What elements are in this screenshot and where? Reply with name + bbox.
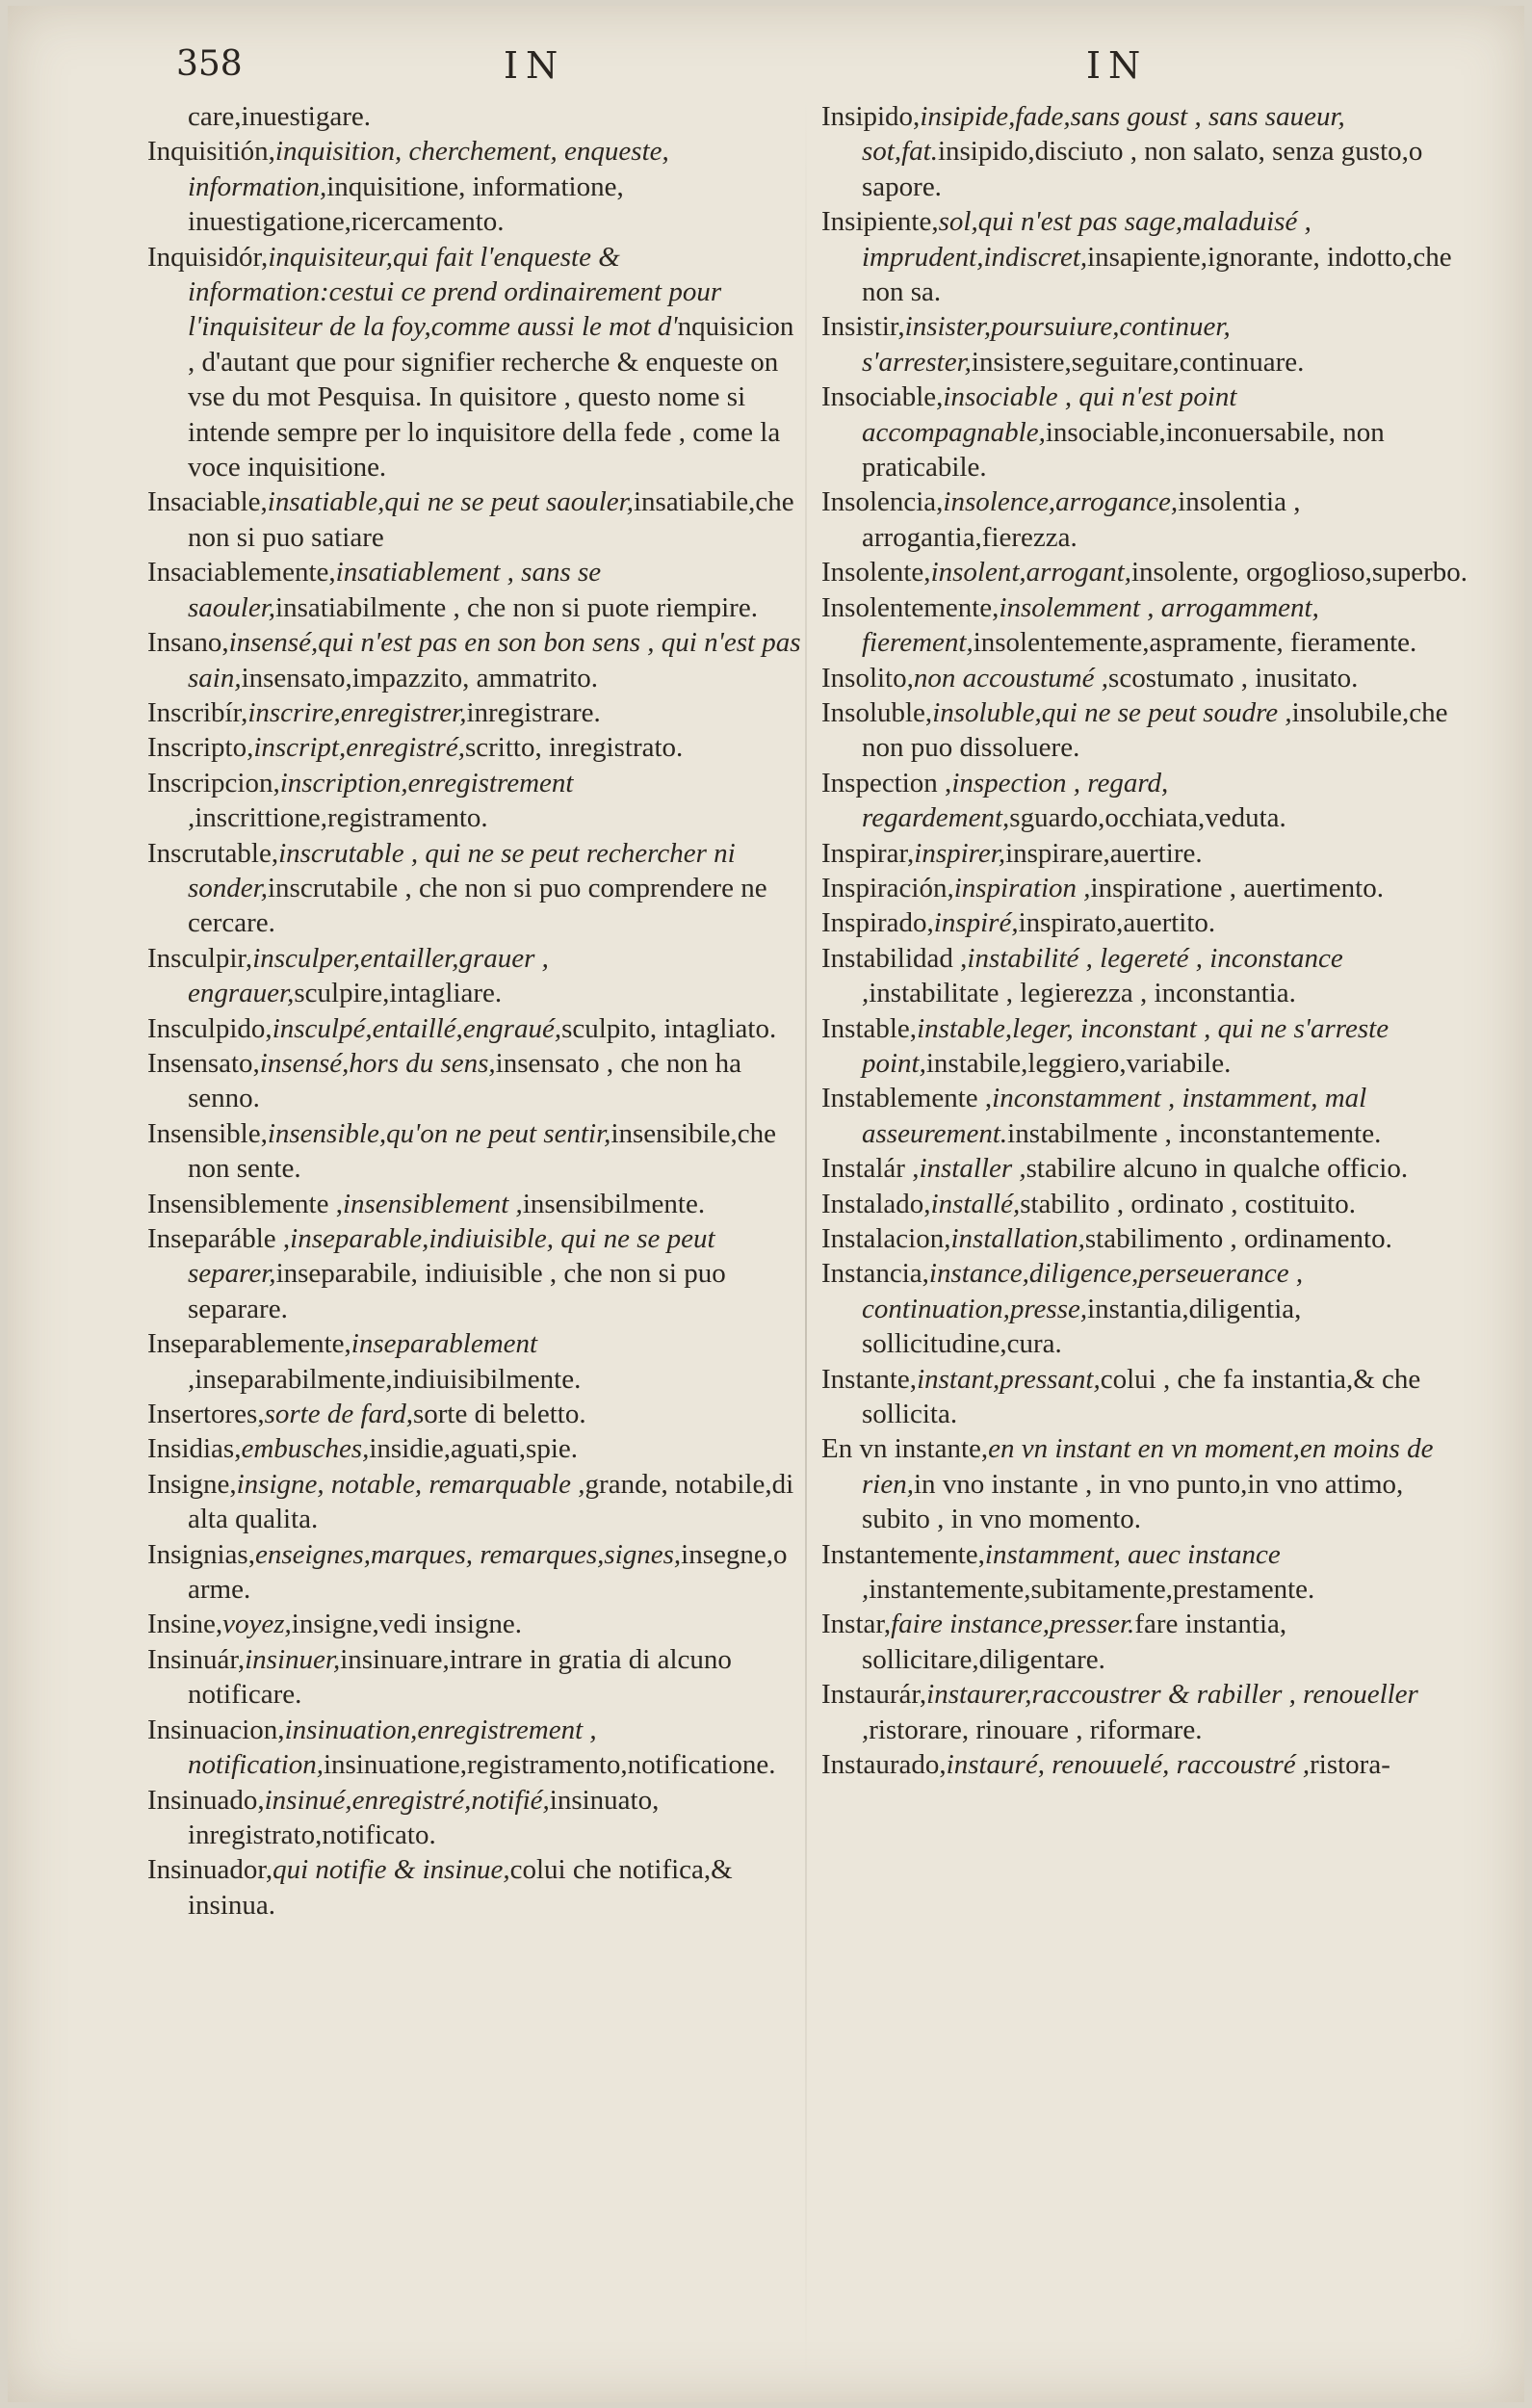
entry-italian-gloss: colui , che fa instantia,& che sollicita. — [862, 1363, 1421, 1430]
entry-headword: Insensiblemente , — [147, 1188, 343, 1219]
dictionary-entry — [821, 1362, 1476, 1432]
dictionary-entry — [821, 836, 1476, 871]
entry-italian-gloss: stabilire alcuno in qualche officio. — [1026, 1153, 1409, 1185]
entry-french-gloss: installé, — [930, 1188, 1021, 1219]
entry-italian-gloss: care,inuestigare. — [188, 101, 372, 132]
entry-italian-gloss: insidie,aguati,spie. — [369, 1433, 579, 1465]
entry-italian-gloss: insipido,disciuto , non salato, senza gusto,o sapore. — [862, 136, 1423, 202]
entry-headword: Inspirado, — [821, 907, 934, 939]
entry-french-gloss: inscription,enregistrement , — [188, 767, 574, 834]
entry-headword: Instalacion, — [821, 1223, 951, 1254]
entry-italian-gloss: insistere,seguitare,continuare. — [971, 346, 1305, 378]
page-header — [8, 44, 1524, 102]
dictionary-entry — [821, 309, 1476, 380]
entry-french-gloss: qui notifie & insinue, — [273, 1854, 510, 1886]
dictionary-entry — [821, 484, 1476, 555]
dictionary-entry — [821, 661, 1476, 695]
dictionary-entry — [147, 1046, 802, 1116]
running-head-left: IN — [504, 44, 566, 87]
dictionary-entry — [821, 1151, 1476, 1186]
dictionary-entry — [821, 1081, 1476, 1151]
entry-italian-gloss: sguardo,occhiata,veduta. — [1009, 802, 1286, 834]
dictionary-entry — [147, 730, 802, 765]
dictionary-entry — [147, 1467, 802, 1537]
entry-french-gloss: inquisiteur,qui fait l'enqueste & information:cestui ce prend ordinairement pour l'inquisiteur de la foy,comme aussi le mot d' — [188, 241, 722, 343]
entry-french-gloss: insensiblement , — [342, 1188, 523, 1219]
dictionary-entry — [821, 380, 1476, 484]
entry-italian-gloss: instabile,leggiero,variabile. — [925, 1047, 1232, 1079]
entry-italian-gloss: in vno instante , in vno punto,in vno attimo, subito , in vno momento. — [862, 1468, 1404, 1535]
entry-french-gloss: insculper,entailler,grauer , engrauer, — [188, 942, 549, 1009]
entry-italian-gloss: sculpire,intagliare. — [294, 978, 503, 1009]
entry-headword: Instaurár, — [821, 1679, 927, 1711]
entry-headword: Insculpir, — [147, 942, 253, 974]
entry-headword: Insertores, — [147, 1399, 265, 1430]
entry-french-gloss: inscrire,enregistrer, — [247, 696, 467, 728]
dictionary-entry — [147, 766, 802, 836]
entry-headword: Insipido, — [821, 101, 921, 132]
dictionary-entry — [821, 905, 1476, 940]
dictionary-entry — [147, 484, 802, 555]
entry-italian-gloss: scritto, inregistrato. — [464, 732, 684, 764]
entry-italian-gloss: grande, notabile,di alta qualita. — [188, 1468, 794, 1535]
entry-french-gloss: faire instance,presser. — [891, 1609, 1135, 1640]
entry-french-gloss: insoluble,qui ne se peut soudre , — [932, 696, 1292, 728]
dictionary-entry — [147, 1607, 802, 1641]
entry-french-gloss: inscript,enregistré, — [253, 732, 465, 764]
dictionary-entry — [147, 99, 802, 134]
running-head-right: IN — [1086, 44, 1149, 87]
entry-french-gloss: insolemment , arrogamment, fierement, — [862, 591, 1319, 659]
entry-italian-gloss: stabilito , ordinato , costituito. — [1020, 1188, 1356, 1219]
dictionary-entry — [147, 1713, 802, 1783]
entry-french-gloss: instant,pressant, — [917, 1363, 1101, 1395]
dictionary-entry — [147, 555, 802, 625]
entry-headword: Inscripcion, — [147, 767, 280, 798]
dictionary-entry — [147, 1011, 802, 1046]
entry-headword: Insignias, — [147, 1538, 255, 1570]
dictionary-entry — [821, 766, 1476, 836]
entry-french-gloss: inspirer, — [914, 837, 1006, 869]
entry-french-gloss: installer , — [919, 1153, 1026, 1185]
entry-italian-gloss: fare instantia, sollicitare,diligentare. — [862, 1609, 1287, 1675]
entry-headword: Inspection , — [821, 767, 952, 798]
dictionary-entry — [147, 1187, 802, 1221]
entry-italian-gloss: inscrutabile , che non si puo comprendere ne cercare. — [188, 872, 767, 939]
entry-french-gloss: insatiablement , sans se saouler, — [188, 557, 602, 623]
entry-headword: Inquisitión, — [147, 136, 275, 168]
entry-italian-gloss: colui che notifica,& insinua. — [188, 1854, 733, 1921]
entry-italian-gloss: insociable,inconuersabile, non praticabile. — [862, 416, 1385, 484]
entry-french-gloss: sorte de fard, — [264, 1399, 413, 1430]
entry-italian-gloss: insolentemente,aspramente, fieramente. — [973, 627, 1417, 659]
dictionary-entry — [821, 1187, 1476, 1221]
entry-french-gloss: inspection , regard, regardement, — [862, 767, 1169, 834]
entry-french-gloss: instabilité , legereté , inconstance , — [862, 942, 1343, 1009]
entry-headword: Insaciablemente, — [147, 557, 336, 589]
entry-french-gloss: embusches, — [241, 1433, 370, 1465]
entry-italian-gloss: instabilmente , inconstantemente. — [1007, 1117, 1382, 1149]
dictionary-entry — [821, 1747, 1476, 1782]
entry-italian-gloss: insegne,o arme. — [188, 1538, 788, 1606]
entry-italian-gloss: inregistrare. — [466, 696, 601, 728]
entry-headword: Instable, — [821, 1012, 918, 1044]
dictionary-entry — [147, 1221, 802, 1326]
entry-french-gloss: non accoustumé , — [913, 662, 1109, 694]
entry-headword: Inseparáble , — [147, 1223, 291, 1254]
entry-headword: Insolente, — [821, 557, 931, 589]
dictionary-entry — [147, 695, 802, 730]
entry-headword: Insensible, — [147, 1117, 268, 1149]
entry-headword: Insinuár, — [147, 1643, 246, 1675]
entry-headword: Instabilidad , — [821, 942, 968, 974]
dictionary-entry — [147, 134, 802, 239]
entry-headword: Instalado, — [821, 1188, 931, 1219]
dictionary-entry — [821, 1431, 1476, 1536]
entry-french-gloss: instauré, renouuelé, raccoustré , — [946, 1749, 1311, 1781]
entry-italian-gloss: nquisicion , d'autant que pour signifier recherche & enqueste on vse du mot Pesquisa. In quisitore , questo nome si intende sempre per lo inquisitore della fede , come la voce inquisitione. — [188, 311, 794, 484]
entry-french-gloss: inconstamment , instamment, mal asseurement. — [862, 1083, 1367, 1149]
dictionary-entry — [821, 871, 1476, 905]
entry-italian-gloss: insinuatione,registramento,notificatione. — [323, 1749, 776, 1781]
entry-italian-gloss: insolente, orgoglioso,superbo. — [1130, 557, 1468, 589]
entry-italian-gloss: insinuare,intrare in gratia di alcuno notificare. — [188, 1643, 732, 1711]
entry-french-gloss: instaurer,raccoustrer & rabiller , renoueller , — [862, 1679, 1418, 1745]
entry-french-gloss: instable,leger, inconstant , qui ne s'arreste point, — [862, 1012, 1389, 1079]
dictionary-entry — [147, 1852, 802, 1923]
entry-italian-gloss: inspiratione , auertimento. — [1090, 872, 1384, 903]
entry-italian-gloss: inscrittione,registramento. — [195, 802, 488, 834]
entry-italian-gloss: insolentia , arrogantia,fierezza. — [862, 486, 1301, 553]
entry-italian-gloss: inspirato,auertito. — [1018, 907, 1216, 939]
entry-headword: Insoluble, — [821, 696, 933, 728]
dictionary-entry — [147, 836, 802, 941]
entry-french-gloss: insensé,hors du sens, — [259, 1047, 496, 1079]
dictionary-entry — [147, 625, 802, 695]
entry-headword: Inquisidór, — [147, 241, 269, 273]
entry-headword: Instablemente , — [821, 1083, 993, 1114]
right-column — [821, 99, 1476, 1783]
entry-headword: En vn instante, — [821, 1433, 989, 1465]
entry-italian-gloss: instantia,diligentia, sollicitudine,cura. — [862, 1293, 1302, 1360]
entry-headword: Instaurado, — [821, 1749, 947, 1781]
entry-french-gloss: instamment, auec instance , — [862, 1538, 1281, 1606]
entry-headword: Insolentemente, — [821, 591, 1000, 623]
entry-headword: Insidias, — [147, 1433, 242, 1465]
entry-headword: Insociable, — [821, 381, 944, 413]
entry-headword: Insolito, — [821, 662, 914, 694]
entry-italian-gloss: insapiente,ignorante, indotto,che non sa. — [862, 241, 1452, 308]
entry-headword: Instalár , — [821, 1153, 920, 1185]
entry-french-gloss: inspiré, — [933, 907, 1019, 939]
entry-italian-gloss: insensibilmente. — [522, 1188, 706, 1219]
entry-french-gloss: insensible,qu'on ne peut sentir, — [267, 1117, 611, 1149]
dictionary-page — [8, 6, 1524, 2402]
entry-headword: Instante, — [821, 1363, 918, 1395]
entry-italian-gloss: instabilitate , legierezza , inconstantia. — [869, 978, 1296, 1009]
entry-headword: Insistir, — [821, 311, 905, 343]
entry-french-gloss: inseparable,indiuisible, qui ne se peut separer, — [188, 1223, 715, 1290]
dictionary-entry — [821, 555, 1476, 589]
entry-headword: Inscripto, — [147, 732, 254, 764]
entry-headword: Insaciable, — [147, 486, 268, 518]
entry-italian-gloss: scostumato , inusitato. — [1108, 662, 1359, 694]
dictionary-entry — [821, 1221, 1476, 1256]
entry-french-gloss: inspiration , — [953, 872, 1091, 903]
left-column — [147, 99, 802, 1923]
entry-french-gloss: insinuer, — [245, 1643, 341, 1675]
dictionary-entry — [821, 1256, 1476, 1361]
entry-french-gloss: insensé,qui n'est pas en son bon sens , qui n'est pas sain, — [188, 627, 801, 694]
entry-italian-gloss: insinuato, inregistrato,notificato. — [188, 1784, 660, 1850]
entry-french-gloss: sol,qui n'est pas sage,maladuisé , imprudent,indiscret, — [862, 206, 1311, 273]
entry-italian-gloss: ristora- — [1310, 1749, 1390, 1781]
entry-headword: Insano, — [147, 627, 229, 659]
entry-italian-gloss: sculpito, intagliato. — [561, 1012, 777, 1044]
entry-italian-gloss: sorte di beletto. — [412, 1399, 586, 1430]
entry-italian-gloss: insatiabile,che non si puo satiare — [188, 486, 794, 553]
entry-headword: Insigne, — [147, 1468, 237, 1500]
entry-french-gloss: insatiable,qui ne se peut saouler, — [267, 486, 634, 518]
entry-headword: Insensato, — [147, 1047, 260, 1079]
entry-italian-gloss: insigne,vedi insigne. — [291, 1609, 523, 1640]
entry-french-gloss: insister,poursuiure,continuer, s'arrester, — [862, 311, 1231, 378]
entry-french-gloss: inseparablement , — [188, 1328, 538, 1395]
entry-headword: Insipiente, — [821, 206, 939, 238]
column-divider — [805, 92, 807, 2385]
entry-italian-gloss: insensato , che non ha senno. — [188, 1047, 741, 1114]
entry-italian-gloss: insatiabilmente , che non si puote riempire. — [275, 591, 758, 623]
dictionary-entry — [147, 1537, 802, 1608]
entry-headword: Instar, — [821, 1609, 892, 1640]
entry-headword: Insinuacion, — [147, 1714, 285, 1745]
entry-french-gloss: enseignes,marques, remarques,signes, — [254, 1538, 682, 1570]
entry-italian-gloss: insensato,impazzito, ammatrito. — [241, 662, 599, 694]
dictionary-entry — [821, 695, 1476, 766]
entry-italian-gloss: inspirare,auertire. — [1005, 837, 1203, 869]
entry-headword: Inscribír, — [147, 696, 248, 728]
entry-french-gloss: en vn instant en vn moment,en moins de rien, — [862, 1433, 1434, 1500]
dictionary-entry — [821, 204, 1476, 309]
entry-headword: Inspiración, — [821, 872, 954, 903]
dictionary-entry — [147, 1116, 802, 1187]
dictionary-entry — [147, 941, 802, 1011]
dictionary-entry — [821, 1011, 1476, 1082]
entry-french-gloss: voyez, — [222, 1609, 292, 1640]
entry-headword: Insinuado, — [147, 1784, 265, 1816]
entry-french-gloss: insipide,fade,sans goust , sans saueur, sot,fat. — [862, 101, 1345, 168]
entry-french-gloss: insolence,arrogance, — [943, 486, 1179, 518]
entry-french-gloss: inscrutable , qui ne se peut rechercher ni sonder, — [188, 837, 736, 903]
entry-headword: Inspirar, — [821, 837, 915, 869]
entry-headword: Insolencia, — [821, 486, 944, 518]
dictionary-entry — [147, 1431, 802, 1466]
entry-headword: Insculpido, — [147, 1012, 273, 1044]
entry-french-gloss: installation, — [950, 1223, 1085, 1254]
entry-french-gloss: insculpé,entaillé,engraué, — [272, 1012, 562, 1044]
entry-headword: Insinuador, — [147, 1854, 273, 1886]
entry-french-gloss: inquisition, cherchement, enqueste, information, — [188, 136, 669, 202]
dictionary-entry — [821, 1607, 1476, 1677]
dictionary-entry — [147, 1783, 802, 1853]
dictionary-entry — [821, 941, 1476, 1011]
entry-italian-gloss: instantemente,subitamente,prestamente. — [869, 1574, 1315, 1606]
entry-italian-gloss: inquisitione, informatione, inuestigatione,ricercamento. — [188, 170, 624, 238]
entry-french-gloss: insigne, notable, remarquable , — [236, 1468, 585, 1500]
dictionary-entry — [821, 1677, 1476, 1747]
entry-headword: Inseparablemente, — [147, 1328, 351, 1360]
entry-french-gloss: insolent,arrogant, — [930, 557, 1131, 589]
entry-italian-gloss: insensibile,che non sente. — [188, 1117, 776, 1185]
entry-italian-gloss: ristorare, rinouare , riformare. — [869, 1714, 1203, 1745]
page-number: 358 — [176, 44, 243, 84]
entry-headword: Instancia, — [821, 1258, 929, 1290]
dictionary-entry — [821, 1537, 1476, 1608]
entry-french-gloss: instance,diligence,perseuerance , continuation,presse, — [862, 1258, 1304, 1324]
entry-italian-gloss: insolubile,che non puo dissoluere. — [862, 696, 1448, 764]
entry-french-gloss: insinuation,enregistrement , notification, — [188, 1714, 597, 1781]
entry-headword: Insine, — [147, 1609, 223, 1640]
entry-headword: Instantemente, — [821, 1538, 985, 1570]
entry-italian-gloss: inseparabilmente,indiuisibilmente. — [195, 1363, 582, 1395]
entry-italian-gloss: inseparabile, indiuisible , che non si puo separare. — [188, 1258, 726, 1324]
entry-headword: Inscrutable, — [147, 837, 279, 869]
dictionary-entry — [147, 1326, 802, 1397]
dictionary-entry — [147, 1642, 802, 1713]
dictionary-entry — [147, 1397, 802, 1431]
dictionary-entry — [821, 99, 1476, 204]
dictionary-entry — [147, 240, 802, 485]
entry-french-gloss: insociable , qui n'est point accompagnable, — [862, 381, 1237, 448]
entry-italian-gloss: stabilimento , ordinamento. — [1084, 1223, 1392, 1254]
entry-french-gloss: insinué,enregistré,notifié, — [264, 1784, 550, 1816]
dictionary-entry — [821, 590, 1476, 661]
